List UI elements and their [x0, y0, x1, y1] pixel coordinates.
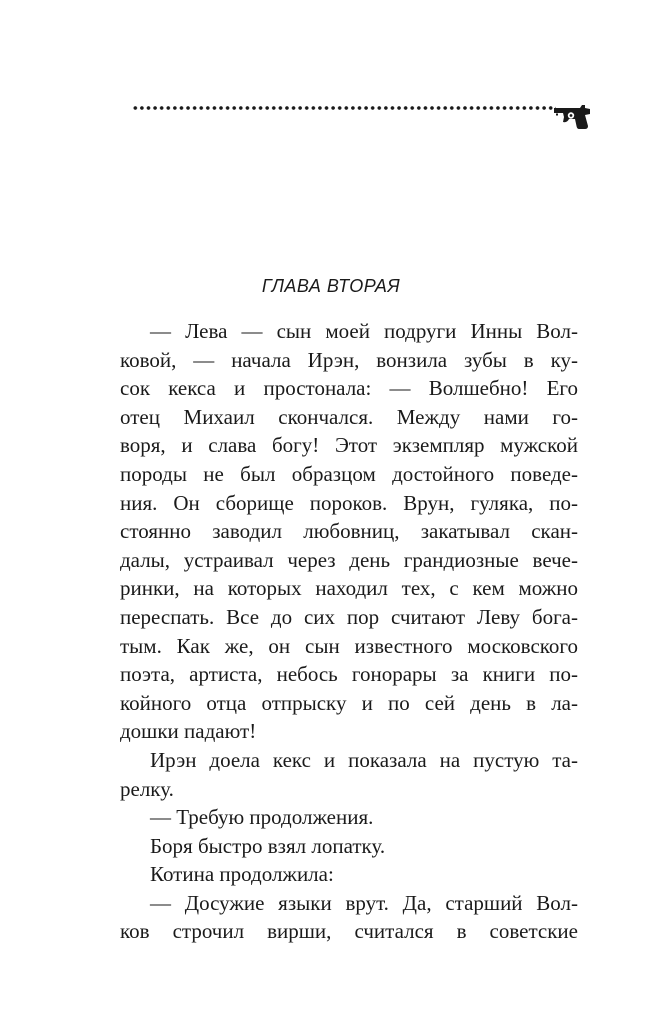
text-line: далы, устраивал через день грандиозные вече- [120, 547, 578, 572]
text-line: — Досужие языки врут. Да, старший Вол- [150, 890, 578, 915]
text-line: отец Михаил скончался. Между нами го- [120, 404, 578, 429]
chapter-title: ГЛАВА ВТОРАЯ [261, 276, 401, 296]
text-line: переспать. Все до сих пор считают Леву бога- [120, 604, 578, 629]
text-line: сок кекса и простонала: — Волшебно! Его [120, 376, 578, 401]
text-line: ковой, — начала Ирэн, вонзила зубы в ку- [120, 347, 578, 372]
text-line: дошки падают! [120, 719, 257, 744]
text-line: тым. Как же, он сын известного московского [120, 633, 578, 658]
body-text [120, 317, 578, 946]
text-line: Котина продолжила: [150, 862, 334, 887]
text-line: — Лева — сын моей подруги Инны Вол- [150, 319, 578, 343]
text-line: стоянно заводил любовниц, закатывал скан- [120, 519, 578, 544]
text-line: Боря быстро взял лопатку. [150, 833, 386, 858]
text-line: породы не был образцом достойного поведе- [120, 461, 578, 486]
text-line: Ирэн доела кекс и показала на пустую та- [150, 747, 578, 772]
text-line: поэта, артиста, небось гонорары за книги по- [120, 662, 578, 687]
text-line: релку. [120, 776, 174, 801]
text-line: ков строчил вирши, считался в советские [120, 919, 578, 944]
text-line: койного отца отпрыску и по сей день в ла- [120, 690, 578, 715]
text-line: ния. Он сборище пороков. Врун, гуляка, по- [120, 490, 578, 515]
dotted-ornament [132, 104, 556, 112]
revolver-icon [552, 98, 592, 130]
text-line: воря, и слава богу! Этот экземпляр мужской [120, 433, 578, 458]
text-line: ринки, на которых находил тех, с кем можно [120, 576, 578, 601]
text-line: — Требую продолжения. [150, 805, 374, 830]
